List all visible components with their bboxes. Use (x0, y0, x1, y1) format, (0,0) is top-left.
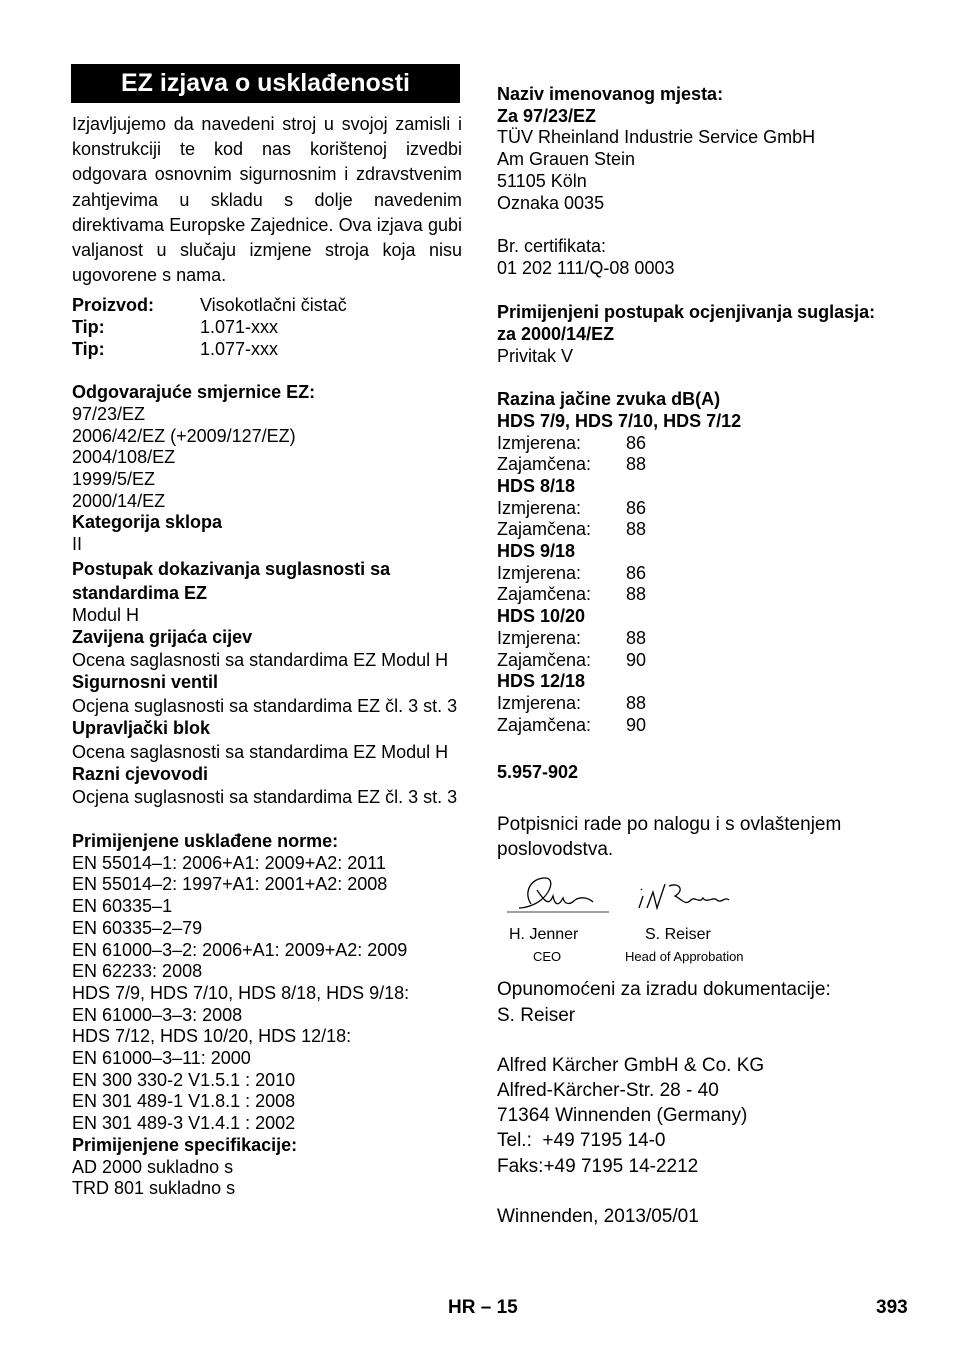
guaranteed-label: Zajamčena: (497, 519, 592, 540)
measured-value: 88 (626, 627, 647, 648)
sound-group (497, 411, 897, 476)
assessment-subheading: za 2000/14/EZ (497, 324, 615, 344)
measured-label: Izmjerena: (497, 692, 582, 713)
right-column (497, 84, 897, 1229)
company-line: 71364 Winnenden (Germany) (497, 1105, 748, 1127)
norm-item: EN 301 489-3 V1.4.1 : 2002 (72, 1113, 296, 1134)
norm-item: EN 62233: 2008 (72, 961, 203, 982)
signatory-name: S. Reiser (645, 926, 711, 944)
sound-group (497, 476, 897, 541)
company-line: Tel.: +49 7195 14-0 (497, 1130, 666, 1152)
notified-body-line: Am Grauen Stein (497, 149, 636, 170)
page-number: 393 (876, 1297, 908, 1318)
signatory-role: CEO (533, 949, 562, 965)
guaranteed-value: 88 (626, 454, 647, 475)
specs-heading: Primijenjene specifikacije: (72, 1134, 298, 1155)
sound-model: HDS 9/18 (497, 541, 576, 562)
intro-paragraph: Izjavljujemo da navedeni stroj u svojoj zamisli i konstrukciji te kod nas korištenoj izvedbi odgovara osnovnim sigurnosnim i zdravstvenim zahtjevima u skladu s dolje navedenim direktivama Europske Zajednice. Ova izjava gubi valjanost u slučaju izmjene stroja koja nisu ugovorene s nama. (72, 114, 462, 286)
measured-value: 86 (626, 562, 647, 583)
notified-body-line: Oznaka 0035 (497, 192, 605, 213)
notified-body-line: 51105 Köln (497, 170, 587, 191)
sound-model: HDS 10/20 (497, 606, 586, 627)
signatories-note: Potpisnici rade po nalogu i s ovlaštenjem poslovodstva. (497, 814, 842, 861)
measured-value: 86 (626, 432, 647, 453)
footer-section-label: HR – 15 (448, 1297, 518, 1318)
measured-label: Izmjerena: (497, 432, 582, 453)
measured-label: Izmjerena: (497, 562, 582, 583)
control-block-value: Ocena saglasnosti sa standardima EZ Modul H (72, 741, 449, 762)
measured-label: Izmjerena: (497, 627, 582, 648)
heating-coil-heading: Zavijena grijaća cijev (72, 626, 253, 647)
sound-model: HDS 12/18 (497, 671, 586, 692)
document-number: 5.957-902 (497, 762, 579, 783)
sound-model: HDS 8/18 (497, 475, 576, 496)
assessment-heading: Primijenjeni postupak ocjenjivanja suglasja: (497, 302, 876, 322)
guaranteed-value: 90 (626, 649, 647, 670)
notified-body-line: TÜV Rheinland Industrie Service GmbH (497, 127, 816, 148)
signatory-role: Head of Approbation (625, 949, 744, 965)
certificate-value: 01 202 111/Q-08 0003 (497, 257, 675, 278)
guaranteed-label: Zajamčena: (497, 584, 592, 605)
signature-reiser (635, 878, 735, 918)
company-line: Alfred-Kärcher-Str. 28 - 40 (497, 1080, 719, 1102)
control-block-heading: Upravljački blok (72, 717, 211, 738)
conformity-value: Modul H (72, 604, 140, 625)
spec-item: AD 2000 sukladno s (72, 1156, 234, 1177)
norm-item: EN 300 330-2 V1.5.1 : 2010 (72, 1069, 296, 1090)
norm-item: EN 61000–3–3: 2008 (72, 1004, 243, 1025)
directive-item: 2000/14/EZ (72, 490, 166, 511)
norm-item: HDS 7/12, HDS 10/20, HDS 12/18: (72, 1026, 352, 1047)
product-row: Proizvod: Visokotlačni čistač (72, 295, 347, 316)
signatory-name: H. Jenner (509, 926, 579, 944)
pipes-heading: Razni cjevovodi (72, 763, 209, 784)
norm-item: EN 301 489-1 V1.8.1 : 2008 (72, 1091, 296, 1112)
signature-jenner (501, 872, 611, 918)
safety-valve-heading: Sigurnosni ventil (72, 672, 219, 693)
sound-group (497, 541, 897, 606)
left-column (72, 112, 462, 1200)
norm-item: EN 55014–2: 1997+A1: 2001+A2: 2008 (72, 874, 388, 895)
directives-heading: Odgovarajuće smjernice EZ: (72, 382, 316, 403)
product-block (72, 295, 462, 360)
page-title: EZ izjava o usklađenosti (71, 64, 460, 103)
guaranteed-value: 88 (626, 519, 647, 540)
norm-item: EN 60335–2–79 (72, 917, 203, 938)
norm-item: EN 61000–3–11: 2000 (72, 1048, 251, 1069)
documentation-name: S. Reiser (497, 1004, 576, 1026)
notified-body-subheading: Za 97/23/EZ (497, 105, 597, 126)
heating-coil-value: Ocena saglasnosti sa standardima EZ Modul H (72, 650, 449, 671)
guaranteed-value: 88 (626, 584, 647, 605)
measured-value: 86 (626, 497, 647, 518)
notified-body-heading: Naziv imenovanog mjesta: (497, 84, 724, 104)
category-heading: Kategorija sklopa (72, 512, 223, 533)
type-row: Tip: 1.077-xxx (72, 338, 279, 359)
norm-item: EN 60335–1 (72, 896, 173, 917)
sound-model: HDS 7/9, HDS 7/10, HDS 7/12 (497, 410, 742, 431)
place-date: Winnenden, 2013/05/01 (497, 1205, 699, 1227)
norm-item: HDS 7/9, HDS 7/10, HDS 8/18, HDS 9/18: (72, 982, 410, 1003)
directive-item: 2004/108/EZ (72, 447, 176, 468)
guaranteed-label: Zajamčena: (497, 454, 592, 475)
norm-item: EN 61000–3–2: 2006+A1: 2009+A2: 2009 (72, 939, 408, 960)
sound-heading: Razina jačine zvuka dB(A) (497, 389, 721, 410)
directive-item: 1999/5/EZ (72, 469, 156, 490)
sound-group (497, 606, 897, 671)
sound-group (497, 671, 897, 736)
guaranteed-label: Zajamčena: (497, 714, 592, 735)
company-line: Faks:+49 7195 14-2212 (497, 1155, 699, 1177)
norms-heading: Primijenjene usklađene norme: (72, 831, 339, 852)
category-value: II (72, 534, 83, 555)
directive-item: 97/23/EZ (72, 403, 146, 424)
conformity-heading: Postupak dokazivanja suglasnosti sa standardima EZ (72, 558, 391, 603)
safety-valve-value: Ocjena suglasnosti sa standardima EZ čl. 3 st. 3 (72, 695, 458, 716)
guaranteed-label: Zajamčena: (497, 649, 592, 670)
assessment-value: Privitak V (497, 345, 574, 366)
measured-label: Izmjerena: (497, 497, 582, 518)
measured-value: 88 (626, 692, 647, 713)
certificate-label: Br. certifikata: (497, 235, 607, 256)
pipes-value: Ocjena suglasnosti sa standardima EZ čl. 3 st. 3 (72, 787, 458, 808)
documentation-label: Opunomoćeni za izradu dokumentacije: (497, 979, 831, 1001)
directive-item: 2006/42/EZ (+2009/127/EZ) (72, 425, 296, 446)
type-row: Tip: 1.071-xxx (72, 317, 279, 338)
company-line: Alfred Kärcher GmbH & Co. KG (497, 1054, 765, 1076)
norm-item: EN 55014–1: 2006+A1: 2009+A2: 2011 (72, 852, 386, 873)
guaranteed-value: 90 (626, 714, 647, 735)
signature-area (497, 872, 897, 964)
spec-item: TRD 801 sukladno s (72, 1178, 236, 1199)
